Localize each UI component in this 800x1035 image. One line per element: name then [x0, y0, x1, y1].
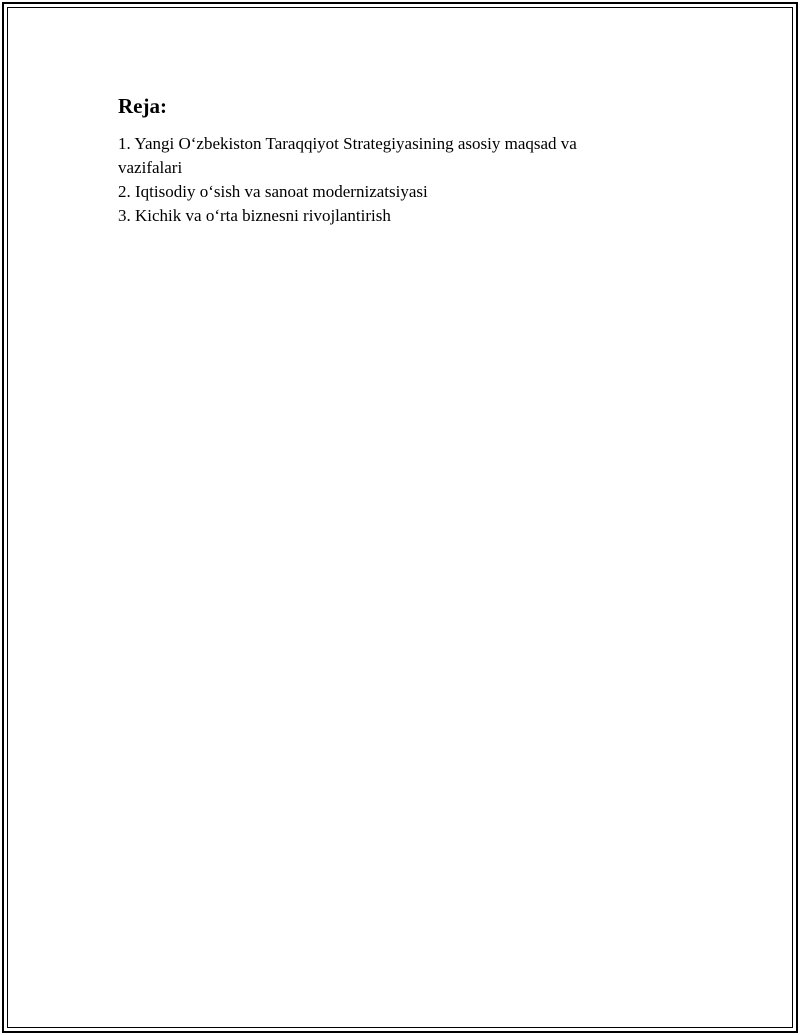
plan-item-3: 3. Kichik va o‘rta biznesni rivojlantirish: [118, 206, 391, 225]
plan-item-1: 1. Yangi O‘zbekiston Taraqqiyot Strategiyasining asosiy maqsad va vazifalari: [118, 134, 577, 177]
plan-item-2: 2. Iqtisodiy o‘sish va sanoat modernizatsiyasi: [118, 182, 428, 201]
plan-heading: Reja:: [118, 94, 167, 118]
document-body: [118, 92, 638, 228]
plan-list: [118, 132, 638, 228]
